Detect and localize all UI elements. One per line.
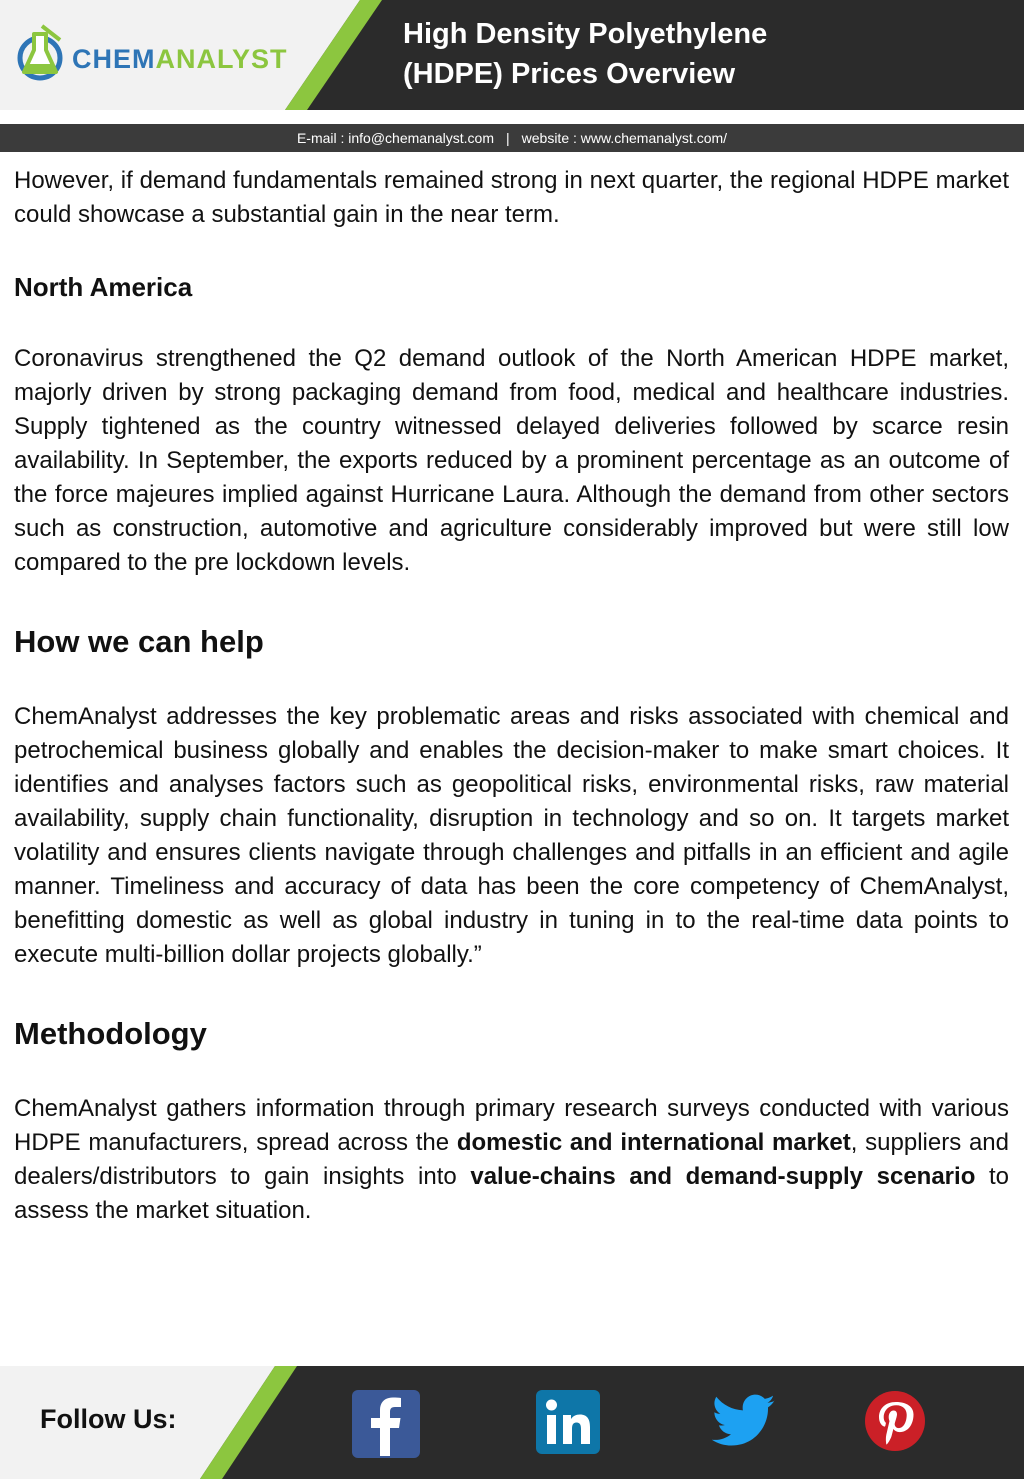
page-footer <box>0 1366 1024 1479</box>
chemanalyst-logo <box>12 20 302 90</box>
page-title-line-2: (HDPE) Prices Overview <box>403 58 736 90</box>
twitter-icon[interactable] <box>712 1394 776 1448</box>
methodology-paragraph <box>14 1092 1009 1228</box>
methodology-text-3: to assess the market situation. <box>14 1163 1009 1224</box>
logo-wordmark <box>72 44 288 75</box>
logo-text-analyst: ANALYST <box>155 44 288 74</box>
page-title <box>403 14 767 94</box>
pinterest-icon[interactable] <box>864 1390 926 1452</box>
page-header <box>0 0 1024 110</box>
logo-text-chem: CHEM <box>72 44 156 74</box>
page-title-line-1: High Density Polyethylene <box>403 18 768 50</box>
methodology-bold-1: domestic and international market <box>456 1129 851 1156</box>
intro-paragraph: However, if demand fundamentals remained strong in next quarter, the regional HDPE market could showcase a substantial gain in the near term. <box>14 167 1009 228</box>
main-content <box>14 164 1009 1228</box>
contact-bar <box>0 124 1024 152</box>
methodology-heading: Methodology <box>14 1016 207 1051</box>
follow-us-label: Follow Us: <box>40 1404 177 1434</box>
north-america-heading: North America <box>14 272 193 302</box>
methodology-text-2: , suppliers and dealers/distributors to gain insights into <box>14 1129 1009 1190</box>
email-link[interactable]: E-mail : info@chemanalyst.com <box>296 130 494 146</box>
north-america-paragraph: Coronavirus strengthened the Q2 demand outlook of the North American HDPE market, majorly driven by strong packaging demand from food, medical and healthcare industries. Supply tightened as the country witnessed delayed deliveries followed by scarce resin availability. In September, the exports reduced by a prominent percentage as an outcome of the force majeures implied against Hurricane Laura. Although the demand from other sectors such as construction, automotive and agriculture considerably improved but were still low compared to the pre lockdown levels. <box>14 345 1009 576</box>
how-we-can-help-paragraph: ChemAnalyst addresses the key problematic areas and risks associated with chemical and petrochemical business globally and enables the decision-maker to make smart choices. It identifies and analyses factors such as geopolitical risks, environmental risks, raw material availability, supply chain functionality, disruption in technology and so on. It targets market volatility and ensures clients navigate through challenges and pitfalls in an efficient and agile manner. Timeliness and accuracy of data has been the core competency of ChemAnalyst, benefitting domestic as well as global industry in tuning in to the real-time data points to execute multi-billion dollar projects globally.” <box>14 703 1009 968</box>
facebook-icon[interactable] <box>352 1390 420 1458</box>
methodology-bold-2: value-chains and demand-supply scenario <box>470 1163 976 1190</box>
contact-separator: | <box>506 130 510 146</box>
methodology-text-1: ChemAnalyst gathers information through primary research surveys conducted with various HDPE manufacturers, spread across the <box>14 1095 1009 1156</box>
website-link[interactable]: website : www.chemanalyst.com/ <box>521 130 728 146</box>
flask-logo-icon <box>12 20 72 90</box>
how-we-can-help-heading: How we can help <box>14 624 264 659</box>
linkedin-icon[interactable] <box>536 1390 600 1454</box>
